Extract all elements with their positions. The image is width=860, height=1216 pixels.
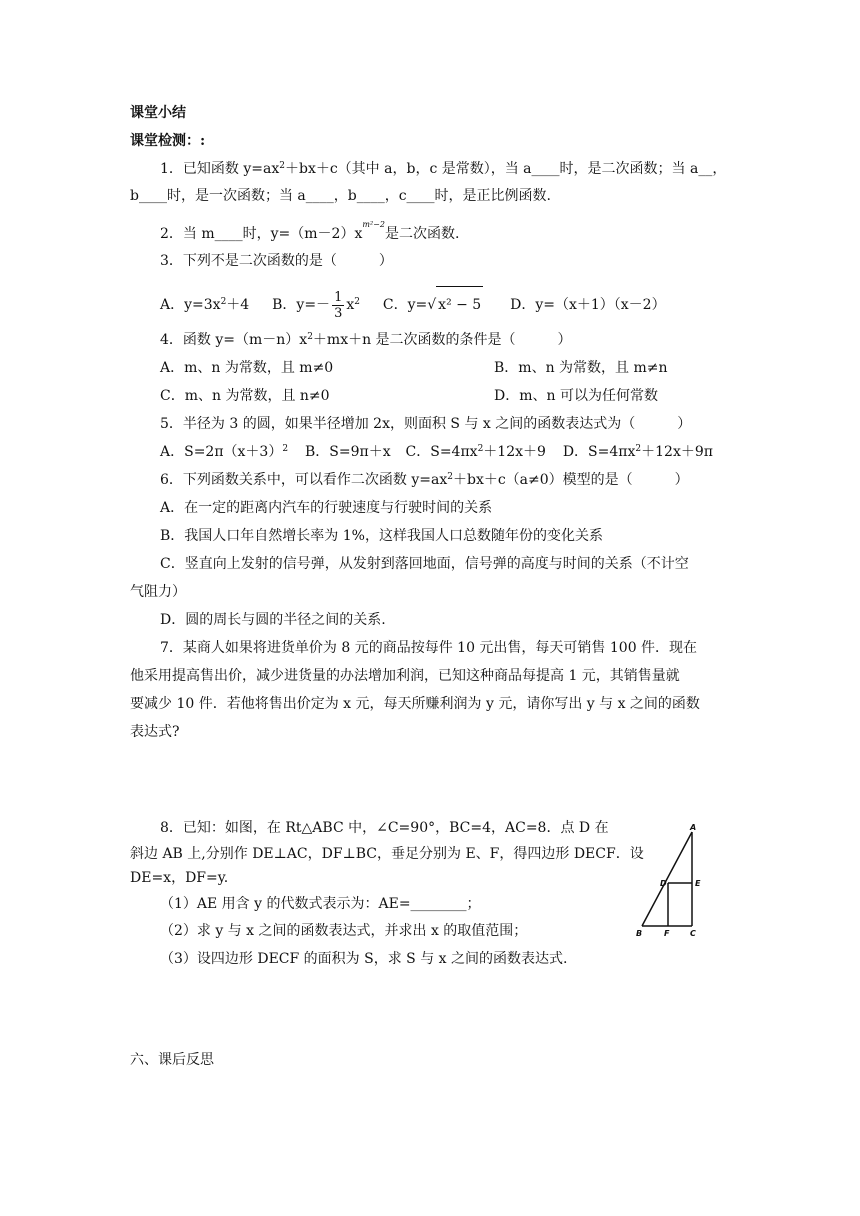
question-8-line-3: DE=x，DF=y. [130,870,229,886]
label-f: F [664,929,670,938]
question-5-stem: 5．半径为 3 的圆，如果半径增加 2x，则面积 S 与 x 之间的函数表达式为（ ） [160,416,692,432]
question-8-part-1: （1）AE 用含 y 的代数式表示为：AE=________； [160,896,481,912]
question-8-line-1: 8．已知：如图，在 Rt△ABC 中，∠C=90°，BC=4，AC=8．点 D 在 [160,820,609,836]
q5-option-a: A．$S=2\pi(x+3)^2$ [160,444,289,460]
section-heading-summary: 课堂小结 [130,105,186,121]
q6-option-b: B．我国人口年自然增长率为 1%，这样我国人口总数随年份的变化关系 [160,528,603,544]
q4-option-b: B．m、n 为常数，且 m≠n [494,360,668,376]
q4-option-a: A．m、n 为常数，且 m≠0 [160,360,334,376]
label-e: E [695,879,701,888]
label-a: A [690,823,697,832]
q3-option-a: A．$y=3x^2+4$ [160,297,250,313]
question-2 [160,220,460,244]
q3-fraction: $\frac{1}{3}$ [334,289,343,321]
question-7-line-3: 要减少 10 件．若他将售出价定为 x 元，每天所赚利润为 y 元，请你写出 y 与 x 之间的函数 [130,696,700,712]
question-7-line-1: 7．某商人如果将进货单价为 8 元的商品按每件 10 元出售，每天可销售 100 件．现在 [160,640,698,656]
question-8-part-2: （2）求 y 与 x 之间的函数表达式，并求出 x 的取值范围； [160,923,528,939]
q1-part-b: ＋bx＋c（其中 a，b，c 是常数），当 a____时，是二次函数；当 a__， [284,161,727,177]
side-ab [642,832,692,926]
question-3-options [160,286,666,322]
q5-option-d: D．$S=4\pi x^2+12x+9\pi$ [562,444,713,460]
question-1-line-1: 1．已知函数 $y=ax^2+bx+c$（其中 a，b，c 是常数），当 a____时，是二次函数；当 a__， [160,161,727,177]
section-heading-reflection: 六、课后反思 [130,1052,214,1068]
q2-exponent: m²−2 [362,220,385,229]
label-b: B [636,929,643,938]
q3-option-c: C．y=√ x² − 5 [383,297,483,313]
q6-option-c-line-2: 气阻力） [130,584,186,600]
q4-option-c: C．m、n 为常数，且 n≠0 [160,388,330,404]
label-c: C [690,929,696,938]
question-4-stem: 4．函数 $y=(m-n)x^2+mx+n$ 是二次函数的条件是（ ） [160,332,572,348]
question-6-stem: 6．下列函数关系中，可以看作二次函数 $y=ax^2+bx+c(a\ne 0)$模型的是（ ） [160,472,689,488]
q6-option-d: D．圆的周长与圆的半径之间的关系. [160,612,386,628]
triangle-figure [630,822,710,942]
q4-option-d: D．m、n 可以为任何常数 [494,388,658,404]
question-3-stem: 3．下列不是二次函数的是（ ） [160,253,393,269]
question-8-line-2: 斜边 AB 上,分别作 DE⊥AC，DF⊥BC，垂足分别为 E、F，得四边形 DECF．设 [130,846,644,862]
q3-option-b: B．y=－ $\frac{1}{3}$ $x^2$ [272,289,360,321]
q3-option-d: D．y=（x＋1）（x－2） [510,297,666,313]
question-8-part-3: （3）设四边形 DECF 的面积为 S，求 S 与 x 之间的函数表达式. [160,951,568,967]
question-1-line-2: b____时，是一次函数；当 a____，b____，c____时，是正比例函数. [130,188,552,204]
section-heading-check: 课堂检测：: [130,133,206,149]
q6-option-a: A．在一定的距离内汽车的行驶速度与行驶时间的关系 [160,500,493,516]
q1-part-a: 1．已知函数 y=ax [160,161,280,177]
q6-option-c-line-1: C．竖直向上发射的信号弹，从发射到落回地面，信号弹的高度与时间的关系（不计空 [160,556,689,572]
question-7-line-4: 表达式? [130,724,180,740]
label-d: D [660,879,667,888]
question-7-line-2: 他采用提高售出价，减少进货量的办法增加利润，已知这种商品每提高 1 元，其销售量就 [130,668,680,684]
q2-part-a: 2．当 m____时，y=（m－2）x [160,226,363,242]
question-5-options [160,442,713,462]
q5-option-c: C．$S=4\pi x^2+12x+9$ [405,444,546,460]
q3-radicand: x² − 5 [436,286,483,323]
q2-part-b: 是二次函数. [384,226,460,242]
q5-option-b: B．S=9π＋x [304,444,391,460]
